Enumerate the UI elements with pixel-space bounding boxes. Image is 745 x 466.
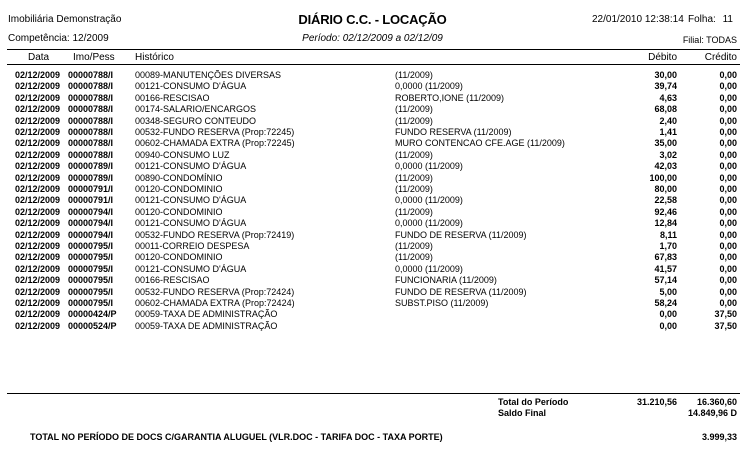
row-credito: 0,00 (719, 138, 737, 149)
row-credito: 0,00 (719, 241, 737, 251)
row-historico: 00121-CONSUMO D'ÁGUA (135, 263, 247, 274)
row-imo: 00000795/I (68, 298, 114, 308)
row-historico: 00121-CONSUMO D'ÁGUA (135, 161, 247, 172)
row-historico: 00532-FUNDO RESERVA (Prop:72424) (135, 286, 295, 297)
table-row (0, 241, 745, 252)
row-historico: 00348-SEGURO CONTEUDO (135, 115, 257, 126)
periodo: Período: 02/12/2009 a 02/12/09 (302, 33, 443, 44)
company-name: Imobiliária Demonstração (8, 14, 122, 25)
row-complemento: 0,0000 (11/2009) (395, 218, 463, 229)
row-imo: 00000788/I (68, 70, 114, 80)
row-imo: 00000794/I (68, 206, 114, 217)
row-debito: 30,00 (654, 70, 677, 80)
row-debito: 1,70 (659, 241, 677, 251)
row-historico: 00166-RESCISAO (135, 92, 210, 103)
row-historico: 00121-CONSUMO D'ÁGUA (135, 218, 247, 229)
table-row (0, 309, 745, 320)
row-imo: 00000791/I (68, 195, 114, 206)
row-complemento: 0,0000 (11/2009) (395, 195, 463, 206)
row-imo: 00000794/I (68, 229, 114, 240)
table-row (0, 81, 745, 92)
row-complemento: SUBST.PISO (11/2009) (395, 298, 489, 308)
row-debito: 3,02 (659, 149, 677, 160)
row-debito: 92,46 (654, 206, 677, 217)
table-row (0, 150, 745, 161)
report-datetime: 22/01/2010 12:38:14 (592, 14, 684, 25)
row-debito: 4,63 (659, 92, 677, 103)
total-periodo-credito: 16.360,60 (696, 397, 737, 407)
row-credito: 0,00 (719, 161, 737, 172)
row-debito: 0,00 (659, 309, 677, 320)
row-debito: 39,74 (654, 81, 677, 92)
col-header-credito: Crédito (704, 52, 737, 63)
row-historico: 00121-CONSUMO D'ÁGUA (135, 195, 247, 206)
row-imo: 00000424/P (68, 309, 117, 320)
row-imo: 00000795/I (68, 275, 114, 286)
row-date: 02/12/2009 (15, 70, 61, 80)
row-complemento: ROBERTO,IONE (11/2009) (395, 92, 505, 103)
row-debito: 12,84 (654, 218, 677, 229)
table-row (0, 70, 745, 81)
row-date: 02/12/2009 (15, 184, 61, 194)
table-row (0, 252, 745, 263)
saldo-final-label: Saldo Final (498, 408, 547, 418)
row-historico: 00089-MANUTENÇÕES DIVERSAS (135, 70, 282, 80)
row-imo: 00000795/I (68, 252, 114, 263)
row-complemento: 0,0000 (11/2009) (395, 81, 463, 92)
total-periodo-label: Total do Período (498, 397, 569, 407)
row-credito: 0,00 (719, 286, 737, 297)
row-complemento: 0,0000 (11/2009) (395, 263, 463, 274)
row-complemento: (11/2009) (395, 241, 433, 251)
row-date: 02/12/2009 (15, 241, 61, 251)
row-date: 02/12/2009 (15, 172, 61, 183)
row-complemento: 0,0000 (11/2009) (395, 161, 463, 172)
table-row (0, 218, 745, 229)
row-date: 02/12/2009 (15, 286, 61, 297)
table-row (0, 264, 745, 275)
row-imo: 00000788/I (68, 104, 114, 115)
row-imo: 00000524/P (68, 320, 117, 331)
table-row (0, 127, 745, 138)
row-credito: 0,00 (719, 172, 737, 183)
table-row (0, 161, 745, 172)
row-credito: 37,50 (714, 320, 737, 331)
row-historico: 00602-CHAMADA EXTRA (Prop:72245) (135, 138, 295, 149)
header-rule-top (7, 49, 740, 50)
row-historico: 00120-CONDOMINIO (135, 252, 223, 263)
table-row (0, 207, 745, 218)
table-row (0, 275, 745, 286)
row-historico: 00166-RESCISAO (135, 275, 210, 286)
table-row (0, 93, 745, 104)
row-historico: 00011-CORREIO DESPESA (135, 241, 250, 251)
grand-total-label: TOTAL NO PERÍODO DE DOCS C/GARANTIA ALUGUEL (VLR.DOC - TARIFA DOC - TAXA PORTE) (30, 432, 443, 442)
row-historico: 00890-CONDOMÍNIO (135, 172, 223, 183)
row-complemento: (11/2009) (395, 104, 433, 115)
row-date: 02/12/2009 (15, 229, 61, 240)
row-credito: 0,00 (719, 70, 737, 80)
row-imo: 00000794/I (68, 218, 114, 229)
row-date: 02/12/2009 (15, 252, 61, 263)
row-historico: 00120-CONDOMINIO (135, 184, 223, 194)
row-date: 02/12/2009 (15, 206, 61, 217)
table-row (0, 173, 745, 184)
row-date: 02/12/2009 (15, 127, 61, 137)
row-complemento: FUNDO RESERVA (11/2009) (395, 127, 512, 137)
row-debito: 5,00 (659, 286, 677, 297)
row-imo: 00000788/I (68, 127, 114, 137)
row-historico: 00120-CONDOMINIO (135, 206, 223, 217)
row-imo: 00000791/I (68, 184, 114, 194)
row-date: 02/12/2009 (15, 218, 61, 229)
row-date: 02/12/2009 (15, 320, 61, 331)
table-row (0, 138, 745, 149)
table-row (0, 287, 745, 298)
table-row (0, 184, 745, 195)
row-debito: 2,40 (659, 115, 677, 126)
row-date: 02/12/2009 (15, 263, 61, 274)
row-credito: 0,00 (719, 298, 737, 308)
row-credito: 0,00 (719, 81, 737, 92)
row-date: 02/12/2009 (15, 161, 61, 172)
grand-total-value: 3.999,33 (701, 432, 737, 442)
row-credito: 0,00 (719, 127, 737, 137)
filial: Filial: TODAS (682, 35, 737, 45)
row-debito: 68,08 (654, 104, 677, 115)
totals-rule (7, 393, 740, 394)
row-debito: 0,00 (659, 320, 677, 331)
row-imo: 00000789/I (68, 161, 114, 172)
table-row (0, 321, 745, 332)
row-debito: 58,24 (654, 298, 677, 308)
competencia: Competência: 12/2009 (8, 33, 109, 44)
col-header-imo: Imo/Pess (73, 52, 115, 63)
row-date: 02/12/2009 (15, 195, 61, 206)
row-complemento: FUNDO DE RESERVA (11/2009) (395, 229, 527, 240)
row-imo: 00000795/I (68, 241, 114, 251)
row-complemento: FUNDO DE RESERVA (11/2009) (395, 286, 527, 297)
row-credito: 0,00 (719, 275, 737, 286)
row-debito: 35,00 (654, 138, 677, 149)
row-credito: 0,00 (719, 206, 737, 217)
row-complemento: (11/2009) (395, 149, 433, 160)
saldo-final-value: 14.849,96 D (687, 408, 737, 418)
row-date: 02/12/2009 (15, 81, 61, 92)
row-complemento: (11/2009) (395, 206, 433, 217)
table-row (0, 195, 745, 206)
row-historico: 00532-FUNDO RESERVA (Prop:72419) (135, 229, 295, 240)
row-complemento: (11/2009) (395, 172, 433, 183)
row-credito: 0,00 (719, 229, 737, 240)
row-credito: 0,00 (719, 149, 737, 160)
row-credito: 37,50 (714, 309, 737, 320)
col-header-data: Data (28, 52, 50, 63)
row-historico: 00174-SALARIO/ENCARGOS (135, 104, 257, 115)
row-credito: 0,00 (719, 104, 737, 115)
row-date: 02/12/2009 (15, 149, 61, 160)
row-credito: 0,00 (719, 184, 737, 194)
row-historico: 00121-CONSUMO D'ÁGUA (135, 81, 247, 92)
folha-number: 11 (722, 14, 733, 25)
row-date: 02/12/2009 (15, 115, 61, 126)
row-debito: 22,58 (654, 195, 677, 206)
row-imo: 00000795/I (68, 263, 114, 274)
row-credito: 0,00 (719, 115, 737, 126)
header-rule-bottom (7, 64, 740, 65)
table-row (0, 104, 745, 115)
row-date: 02/12/2009 (15, 309, 61, 320)
row-imo: 00000788/I (68, 149, 114, 160)
row-imo: 00000788/I (68, 138, 114, 149)
row-credito: 0,00 (719, 195, 737, 206)
row-historico: 00532-FUNDO RESERVA (Prop:72245) (135, 127, 295, 137)
row-debito: 42,03 (654, 161, 677, 172)
table-row (0, 116, 745, 127)
row-debito: 57,14 (654, 275, 677, 286)
row-credito: 0,00 (719, 252, 737, 263)
row-imo: 00000789/I (68, 172, 114, 183)
row-date: 02/12/2009 (15, 298, 61, 308)
total-periodo-debito: 31.210,56 (636, 397, 677, 407)
table-row (0, 230, 745, 241)
row-debito: 80,00 (654, 184, 677, 194)
table-row (0, 298, 745, 309)
row-imo: 00000788/I (68, 92, 114, 103)
row-historico: 00602-CHAMADA EXTRA (Prop:72424) (135, 298, 295, 308)
row-debito: 67,83 (654, 252, 677, 263)
row-complemento: MURO CONTENCAO CFE.AGE (11/2009) (395, 138, 565, 149)
row-imo: 00000795/I (68, 286, 114, 297)
row-debito: 8,11 (659, 229, 677, 240)
col-header-debito: Débito (648, 52, 677, 63)
report-title: DIÁRIO C.C. - LOCAÇÃO (298, 12, 447, 27)
row-complemento: (11/2009) (395, 184, 433, 194)
row-complemento: (11/2009) (395, 252, 433, 263)
row-credito: 0,00 (719, 218, 737, 229)
row-debito: 1,41 (659, 127, 677, 137)
row-date: 02/12/2009 (15, 138, 61, 149)
row-imo: 00000788/I (68, 81, 114, 92)
row-date: 02/12/2009 (15, 275, 61, 286)
row-imo: 00000788/I (68, 115, 114, 126)
row-historico: 00940-CONSUMO LUZ (135, 149, 230, 160)
row-date: 02/12/2009 (15, 92, 61, 103)
row-credito: 0,00 (719, 263, 737, 274)
row-date: 02/12/2009 (15, 104, 61, 115)
row-credito: 0,00 (719, 92, 737, 103)
row-complemento: (11/2009) (395, 70, 433, 80)
row-historico: 00059-TAXA DE ADMINISTRAÇÃO (135, 309, 278, 320)
folha-label: Folha: (688, 14, 716, 25)
row-debito: 100,00 (649, 172, 677, 183)
col-header-historico: Histórico (135, 52, 174, 63)
row-debito: 41,57 (654, 263, 677, 274)
row-complemento: (11/2009) (395, 115, 433, 126)
row-complemento: FUNCIONARIA (11/2009) (395, 275, 497, 286)
row-historico: 00059-TAXA DE ADMINISTRAÇÃO (135, 320, 278, 331)
